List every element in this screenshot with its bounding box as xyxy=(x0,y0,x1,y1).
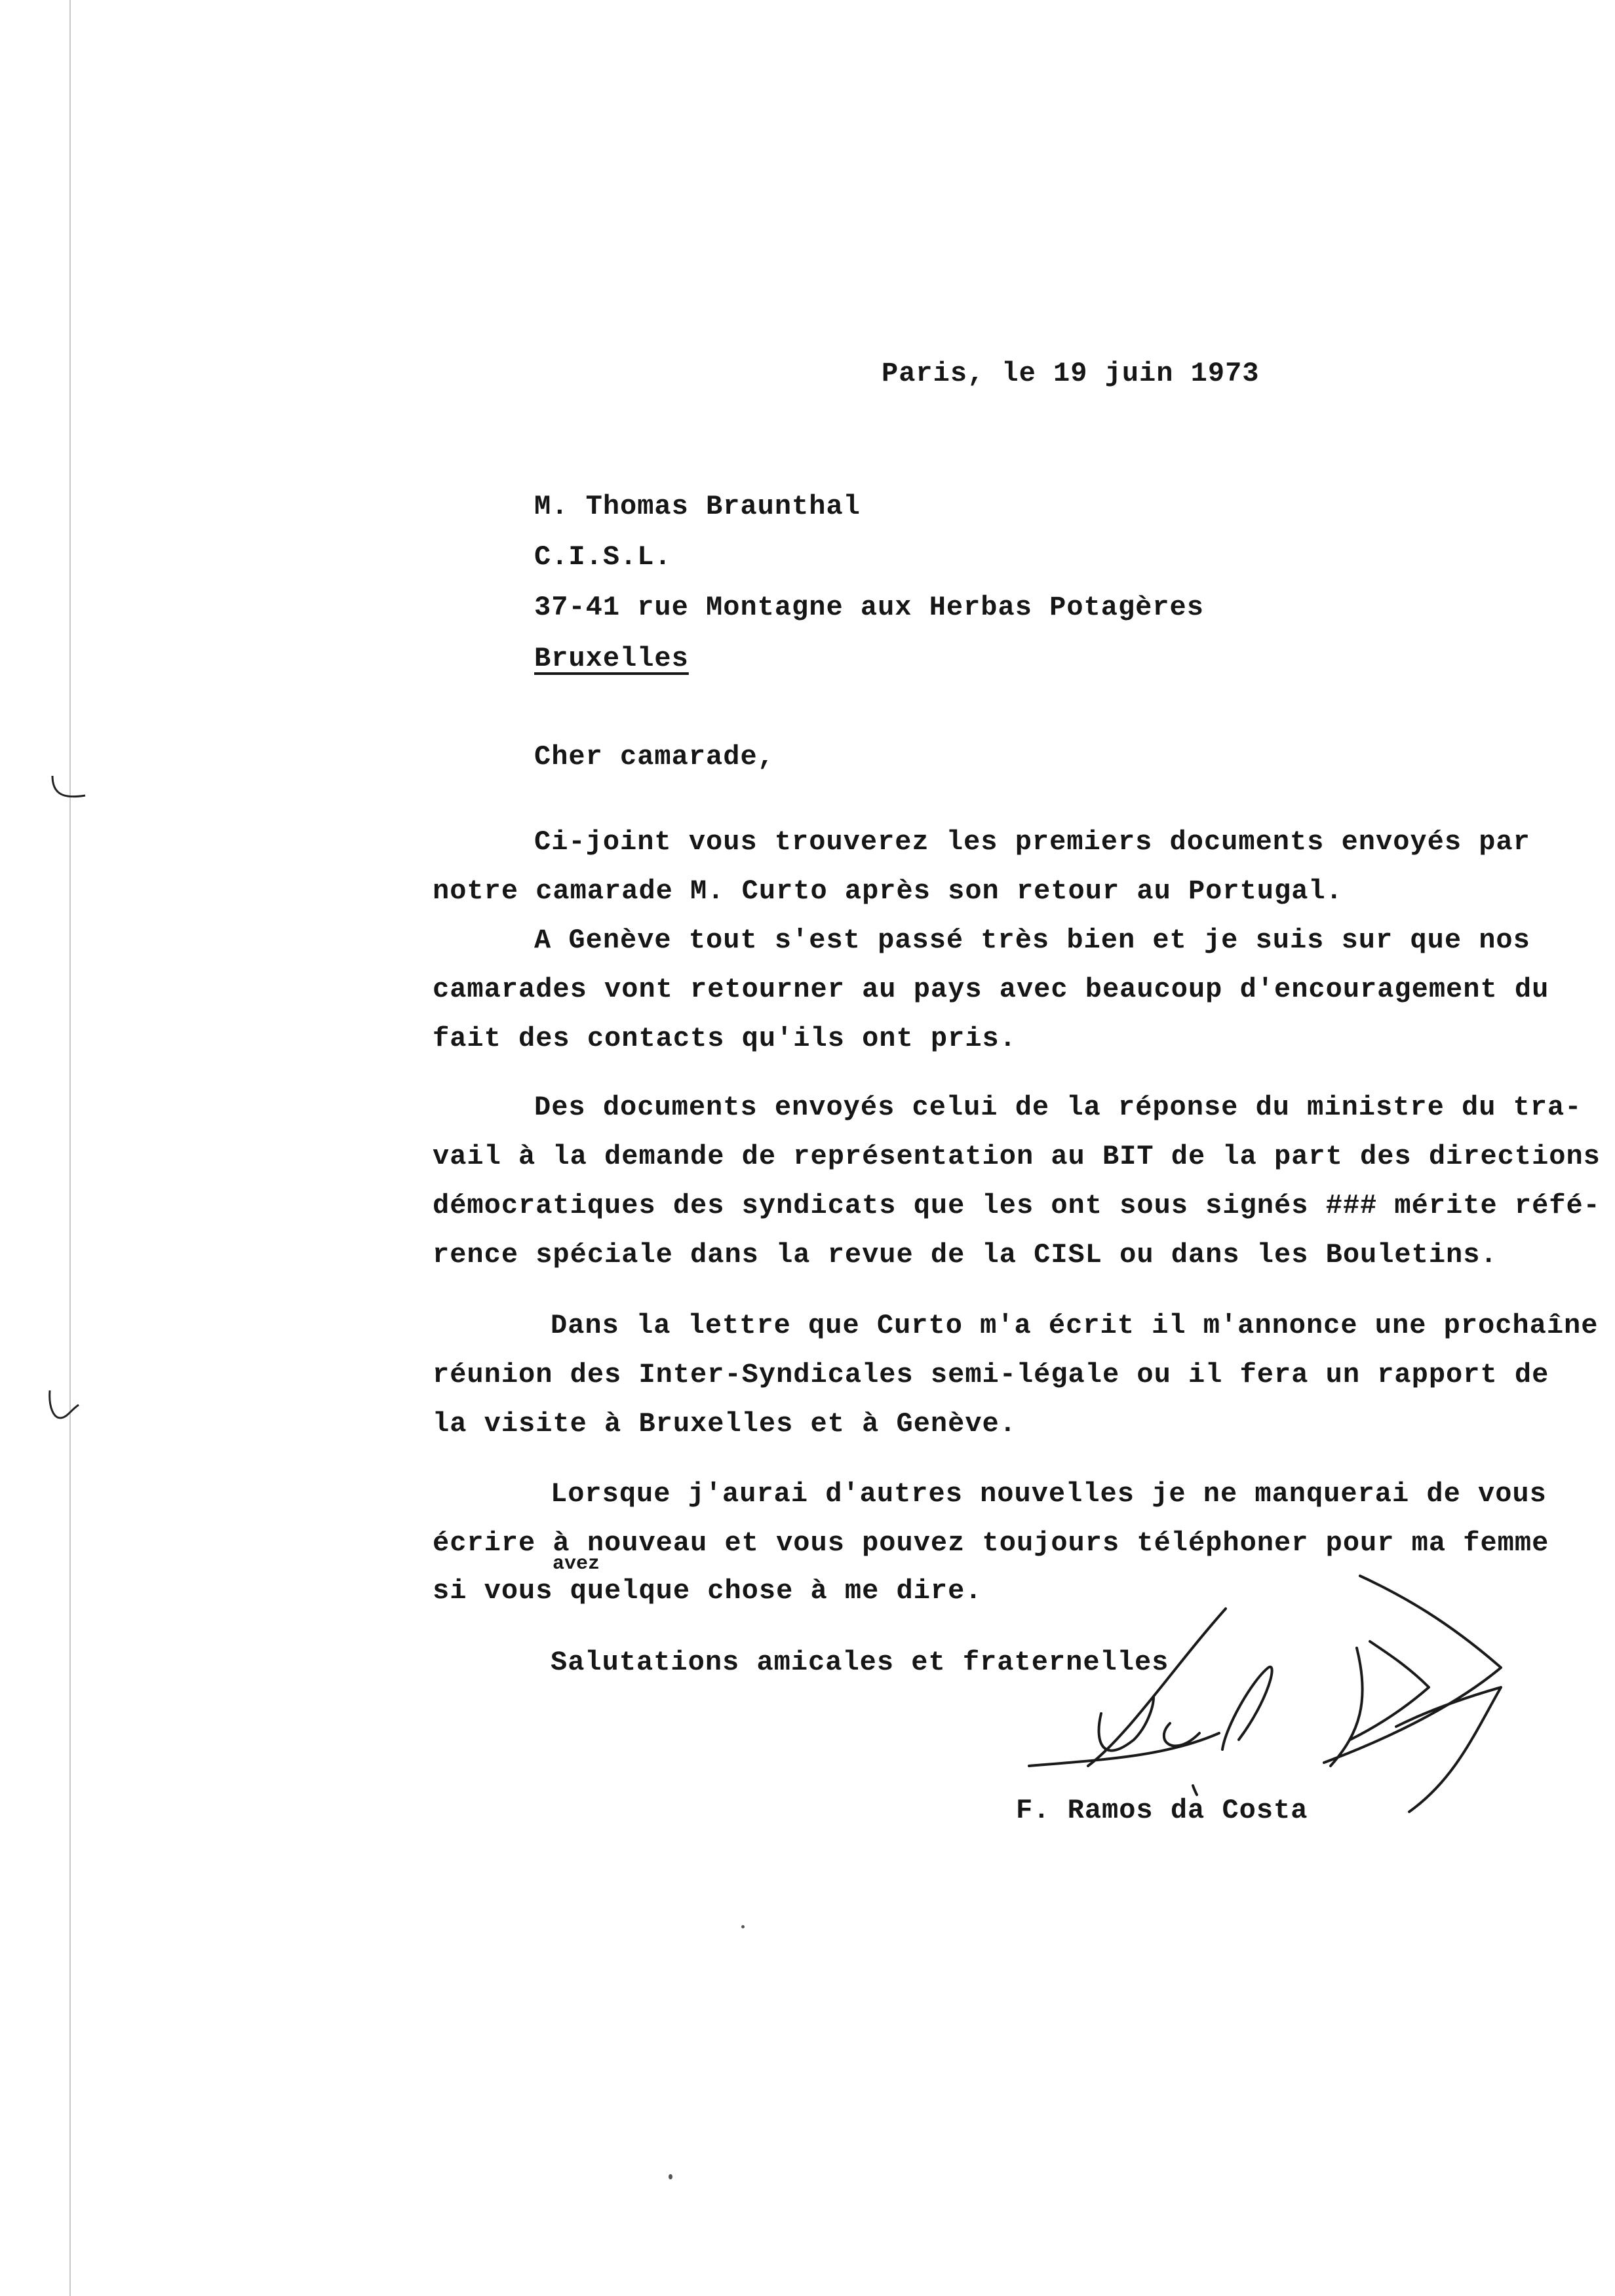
paragraph-line: écrire à nouveau et vous pouvez toujours téléphoner pour ma femme xyxy=(433,1527,1549,1559)
paragraph-line: camarades vont retourner au pays avec beaucoup d'encouragement du xyxy=(433,974,1549,1005)
paragraph-line: vail à la demande de représentation au BIT de la part des directions xyxy=(433,1141,1601,1172)
paragraph-line: rence spéciale dans la revue de la CISL ou dans les Bouletins. xyxy=(433,1239,1498,1271)
paper-speck xyxy=(669,2174,672,2179)
recipient-street: 37-41 rue Montagne aux Herbas Potagères xyxy=(534,592,1204,623)
punch-hole-mark-icon xyxy=(47,773,89,805)
punch-hole-mark-icon xyxy=(45,1389,87,1421)
paragraph-line: Des documents envoyés celui de la réponse du ministre du tra- xyxy=(534,1092,1582,1123)
closing: Salutations amicales et fraternelles xyxy=(551,1647,1169,1678)
paragraph-line: réunion des Inter-Syndicales semi-légale ou il fera un rapport de xyxy=(433,1359,1549,1390)
signatory-name: F. Ramos da Costa xyxy=(1016,1795,1308,1826)
paragraph-line: la visite à Bruxelles et à Genève. xyxy=(433,1408,1017,1440)
paragraph-line: Ci-joint vous trouverez les premiers documents envoyés par xyxy=(534,826,1530,858)
paragraph-line: Dans la lettre que Curto m'a écrit il m'annonce une prochaîne xyxy=(551,1310,1599,1341)
paragraph-line: Lorsque j'aurai d'autres nouvelles je ne manquerai de vous xyxy=(551,1478,1547,1510)
paragraph-line: démocratiques des syndicats que les ont sous signés ### mérite réfé- xyxy=(433,1190,1601,1221)
paragraph-line: A Genève tout s'est passé très bien et je suis sur que nos xyxy=(534,925,1530,956)
recipient-organization: C.I.S.L. xyxy=(534,541,672,573)
paragraph-line: si vous quelque chose à me dire. xyxy=(433,1575,983,1607)
paragraph-line: fait des contacts qu'ils ont pris. xyxy=(433,1023,1017,1054)
recipient-city: Bruxelles xyxy=(534,643,689,674)
page-edge-line xyxy=(69,0,71,2296)
salutation: Cher camarade, xyxy=(534,741,775,773)
paragraph-line: notre camarade M. Curto après son retour au Portugal. xyxy=(433,875,1343,907)
letter-date: Paris, le 19 juin 1973 xyxy=(882,358,1260,389)
recipient-name: M. Thomas Braunthal xyxy=(534,491,861,522)
interlinear-insert: avez xyxy=(553,1553,600,1575)
paper-speck xyxy=(741,1925,745,1928)
